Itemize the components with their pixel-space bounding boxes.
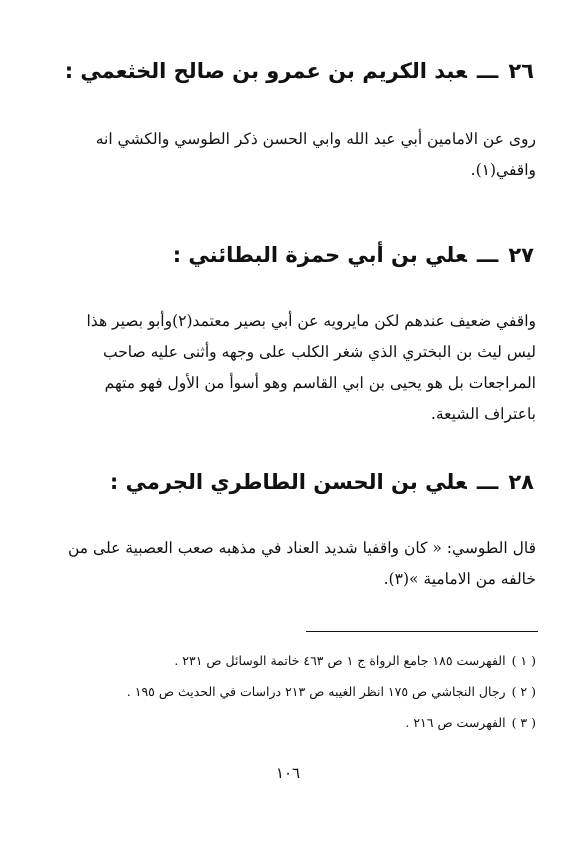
footnote-3 bbox=[38, 714, 536, 732]
entry-body-26 bbox=[38, 124, 536, 186]
footnote-text: رجال النجاشي ص ١٧٥ انظر الغيبه ص ٢١٣ دراسات في الحديث ص ١٩٥ . bbox=[126, 684, 506, 699]
body-line: قال الطوسي: « كان واقفيا شديد العناد في مذهبه صعب العصبية على من bbox=[68, 539, 536, 557]
body-line: واقفي ضعيف عندهم لكن مايرويه عن أبي بصير معتمد(٢)وأبو بصير هذا bbox=[86, 312, 536, 330]
entry-heading-26 bbox=[30, 56, 534, 86]
footnote-marker: ( ٢ ) bbox=[511, 684, 536, 699]
entry-heading-27 bbox=[30, 240, 534, 270]
body-line: خالفه من الامامية »(٣). bbox=[383, 570, 536, 588]
footnote-marker: ( ٣ ) bbox=[511, 715, 536, 730]
footnote-divider bbox=[306, 631, 538, 632]
entry-number: ٢٧ bbox=[508, 243, 534, 267]
entry-number: ٢٨ bbox=[508, 470, 534, 494]
entry-name: عبد الكريم بن عمرو بن صالح الخثعمي : bbox=[64, 59, 467, 83]
entry-dash: ـــ bbox=[476, 59, 499, 83]
footnote-2 bbox=[38, 683, 536, 701]
footnote-marker: ( ١ ) bbox=[511, 653, 536, 668]
page-number: ١٠٦ bbox=[275, 764, 301, 782]
entry-number: ٢٦ bbox=[508, 59, 534, 83]
body-line: روى عن الامامين أبي عبد الله وابي الحسن ذكر الطوسي والكشي انه bbox=[95, 130, 536, 148]
body-line: واقفي(١). bbox=[470, 161, 536, 179]
body-line: المراجعات بل هو يحيى بن ابي القاسم وهو أسوأ من الأول فهو متهم bbox=[104, 374, 536, 392]
entry-dash: ـــ bbox=[476, 470, 499, 494]
entry-dash: ـــ bbox=[476, 243, 499, 267]
entry-name: علي بن الحسن الطاطري الجرمي : bbox=[109, 470, 467, 494]
footnote-text: الفهرست ١٨٥ جامع الرواة ج ١ ص ٤٦٣ خاتمة الوسائل ص ٢٣١ . bbox=[174, 653, 506, 668]
footnote-1 bbox=[38, 652, 536, 670]
entry-name: علي بن أبي حمزة البطائني : bbox=[172, 243, 467, 267]
entry-body-27 bbox=[38, 306, 536, 430]
footnote-text: الفهرست ص ٢١٦ . bbox=[405, 715, 506, 730]
body-line: باعتراف الشيعة. bbox=[430, 405, 536, 423]
entry-body-28 bbox=[38, 533, 536, 595]
body-line: ليس ليث بن البختري الذي شغر الكلب على وجهه وأثنى عليه صاحب bbox=[103, 343, 536, 361]
entry-heading-28 bbox=[30, 467, 534, 497]
